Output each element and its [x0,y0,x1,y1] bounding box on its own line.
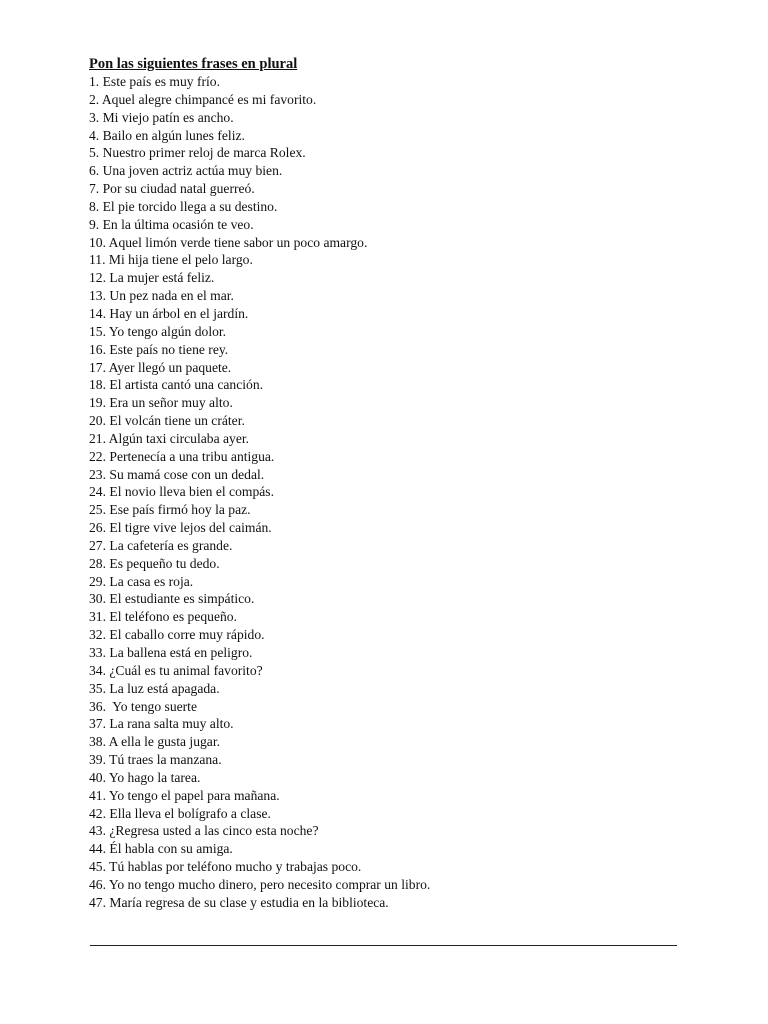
sentence-item: 46. Yo no tengo mucho dinero, pero necesito comprar un libro. [89,876,431,892]
sentence-item: 42. Ella lleva el bolígrafo a clase. [89,805,271,821]
sentence-item: 38. A ella le gusta jugar. [89,734,221,750]
sentence-item: 12. La mujer está feliz. [89,270,215,286]
sentence-item: 40. Yo hago la tarea. [89,769,201,785]
sentence-item: 21. Algún taxi circulaba ayer. [89,430,250,446]
sentence-item: 2. Aquel alegre chimpancé es mi favorito. [89,91,317,107]
sentence-item: 13. Un pez nada en el mar. [89,288,234,304]
sentence-item: 19. Era un señor muy alto. [89,395,233,411]
sentence-item: 16. Este país no tiene rey. [89,341,229,357]
sentence-item: 17. Ayer llegó un paquete. [89,359,232,375]
sentence-item: 22. Pertenecía a una tribu antigua. [89,448,275,464]
sentence-item: 36. Yo tengo suerte [89,698,197,714]
document-title: Pon las siguientes frases en plural [89,56,298,72]
sentence-item: 18. El artista cantó una canción. [89,377,264,393]
sentence-item: 24. El novio lleva bien el compás. [89,484,274,500]
sentence-item: 14. Hay un árbol en el jardín. [89,305,249,321]
sentence-list [89,73,430,912]
sentence-item: 31. El teléfono es pequeño. [89,609,237,625]
sentence-item: 25. Ese país firmó hoy la paz. [89,502,251,518]
sentence-item: 37. La rana salta muy alto. [89,716,234,732]
sentence-item: 33. La ballena está en peligro. [89,645,253,660]
sentence-item: 43. ¿Regresa usted a las cinco esta noche? [89,823,319,839]
sentence-item: 15. Yo tengo algún dolor. [89,323,227,339]
sentence-item: 32. El caballo corre muy rápido. [89,627,265,643]
sentence-item: 29. La casa es roja. [89,573,194,589]
sentence-item: 39. Tú traes la manzana. [89,752,222,768]
sentence-item: 1. Este país es muy frío. [89,74,221,89]
sentence-item: 44. Él habla con su amiga. [89,841,233,857]
sentence-item: 45. Tú hablas por teléfono mucho y trabajas poco. [89,859,362,875]
sentence-item: 47. María regresa de su clase y estudia en la biblioteca. [89,894,389,910]
sentence-item: 8. El pie torcido llega a su destino. [89,198,278,214]
sentence-item: 9. En la última ocasión te veo. [89,216,254,232]
sentence-item: 28. Es pequeño tu dedo. [89,555,220,571]
sentence-item: 7. Por su ciudad natal guerreó. [89,181,255,197]
sentence-item: 10. Aquel limón verde tiene sabor un poco amargo. [89,234,368,250]
sentence-item: 23. Su mamá cose con un dedal. [89,466,265,482]
sentence-item: 26. El tigre vive lejos del caimán. [89,520,272,536]
footer-rule [90,945,677,946]
sentence-item: 34. ¿Cuál es tu animal favorito? [89,662,263,678]
sentence-item: 5. Nuestro primer reloj de marca Rolex. [89,145,306,161]
sentence-item: 27. La cafetería es grande. [89,537,233,553]
sentence-item: 3. Mi viejo patín es ancho. [89,109,234,125]
sentence-item: 4. Bailo en algún lunes feliz. [89,127,245,143]
sentence-item: 41. Yo tengo el papel para mañana. [89,787,280,803]
sentence-item: 30. El estudiante es simpático. [89,591,255,607]
sentence-item: 20. El volcán tiene un cráter. [89,413,245,429]
sentence-item: 6. Una joven actriz actúa muy bien. [89,163,283,179]
sentence-item: 11. Mi hija tiene el pelo largo. [89,252,253,268]
sentence-item: 35. La luz está apagada. [89,680,220,696]
